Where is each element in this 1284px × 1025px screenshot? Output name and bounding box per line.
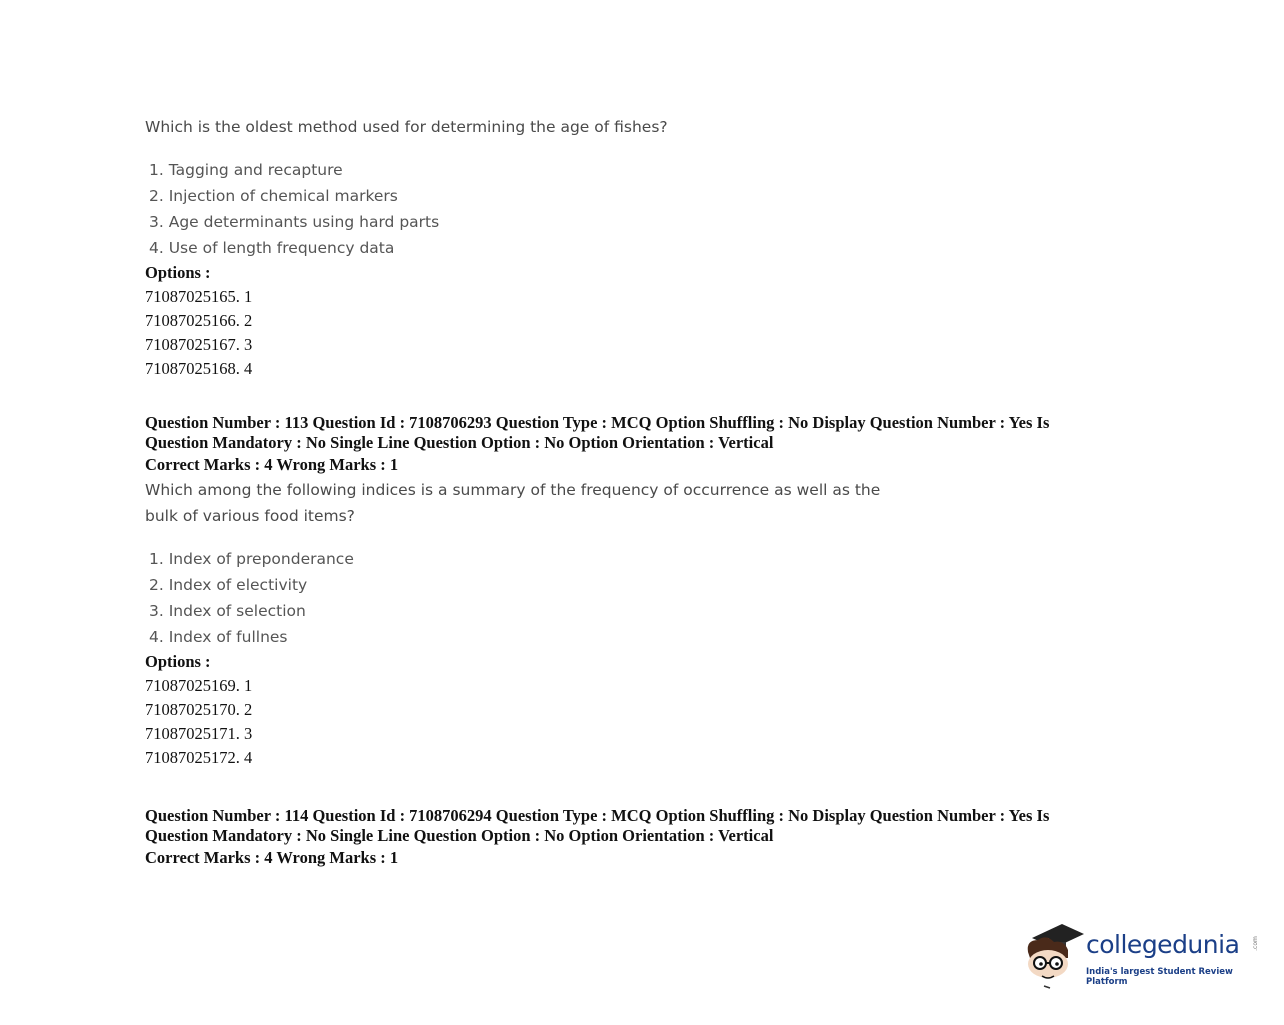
choice-item: 3. Age determinants using hard parts xyxy=(149,213,440,231)
question-text: Which is the oldest method used for determining the age of fishes? xyxy=(145,118,668,136)
meta-line: Question Mandatory : No Single Line Question Option : No Option Orientation : Vertical xyxy=(145,826,774,845)
choice-item: 2. Injection of chemical markers xyxy=(149,187,398,205)
choice-item: 1. Tagging and recapture xyxy=(149,161,343,179)
meta-line: Question Number : 113 Question Id : 7108706293 Question Type : MCQ Option Shuffling : No Display Question Number : Yes Is xyxy=(145,413,1050,432)
meta-line: Question Number : 114 Question Id : 7108706294 Question Type : MCQ Option Shuffling : No Display Question Number : Yes Is xyxy=(145,806,1050,825)
question-text xyxy=(145,477,1105,529)
logo-wordmark: collegedunia xyxy=(1086,930,1240,959)
option-line: 71087025172. 4 xyxy=(145,748,253,767)
choice-item: 4. Use of length frequency data xyxy=(149,239,395,257)
option-line: 71087025171. 3 xyxy=(145,724,253,743)
option-line: 71087025167. 3 xyxy=(145,335,253,354)
option-line: 71087025168. 4 xyxy=(145,359,253,378)
option-line: 71087025170. 2 xyxy=(145,700,253,719)
marks-line: Correct Marks : 4 Wrong Marks : 1 xyxy=(145,848,399,867)
options-label: Options : xyxy=(145,652,211,671)
choice-list xyxy=(145,157,668,261)
options-label: Options : xyxy=(145,263,211,282)
collegedunia-logo xyxy=(1024,918,1264,990)
question-112 xyxy=(145,114,668,381)
choice-list xyxy=(145,546,1105,650)
logo-suffix: .com xyxy=(1251,936,1259,951)
question-114 xyxy=(145,806,1105,870)
question-113 xyxy=(145,413,1105,770)
meta-line: Question Mandatory : No Single Line Question Option : No Option Orientation : Vertical xyxy=(145,433,774,452)
mascot-icon xyxy=(1024,918,1086,990)
option-line: 71087025165. 1 xyxy=(145,287,253,306)
choice-item: 3. Index of selection xyxy=(149,602,306,620)
choice-item: 2. Index of electivity xyxy=(149,576,308,594)
marks-line: Correct Marks : 4 Wrong Marks : 1 xyxy=(145,455,399,474)
question-text-line: Which among the following indices is a summary of the frequency of occurrence as well as the xyxy=(145,481,881,499)
choice-item: 4. Index of fullnes xyxy=(149,628,288,646)
question-meta xyxy=(145,806,1105,846)
logo-tagline: India's largest Student Review Platform xyxy=(1086,967,1233,987)
option-line: 71087025169. 1 xyxy=(145,676,253,695)
question-text-line: bulk of various food items? xyxy=(145,507,355,525)
choice-item: 1. Index of preponderance xyxy=(149,550,354,568)
option-line: 71087025166. 2 xyxy=(145,311,253,330)
question-meta xyxy=(145,413,1105,453)
